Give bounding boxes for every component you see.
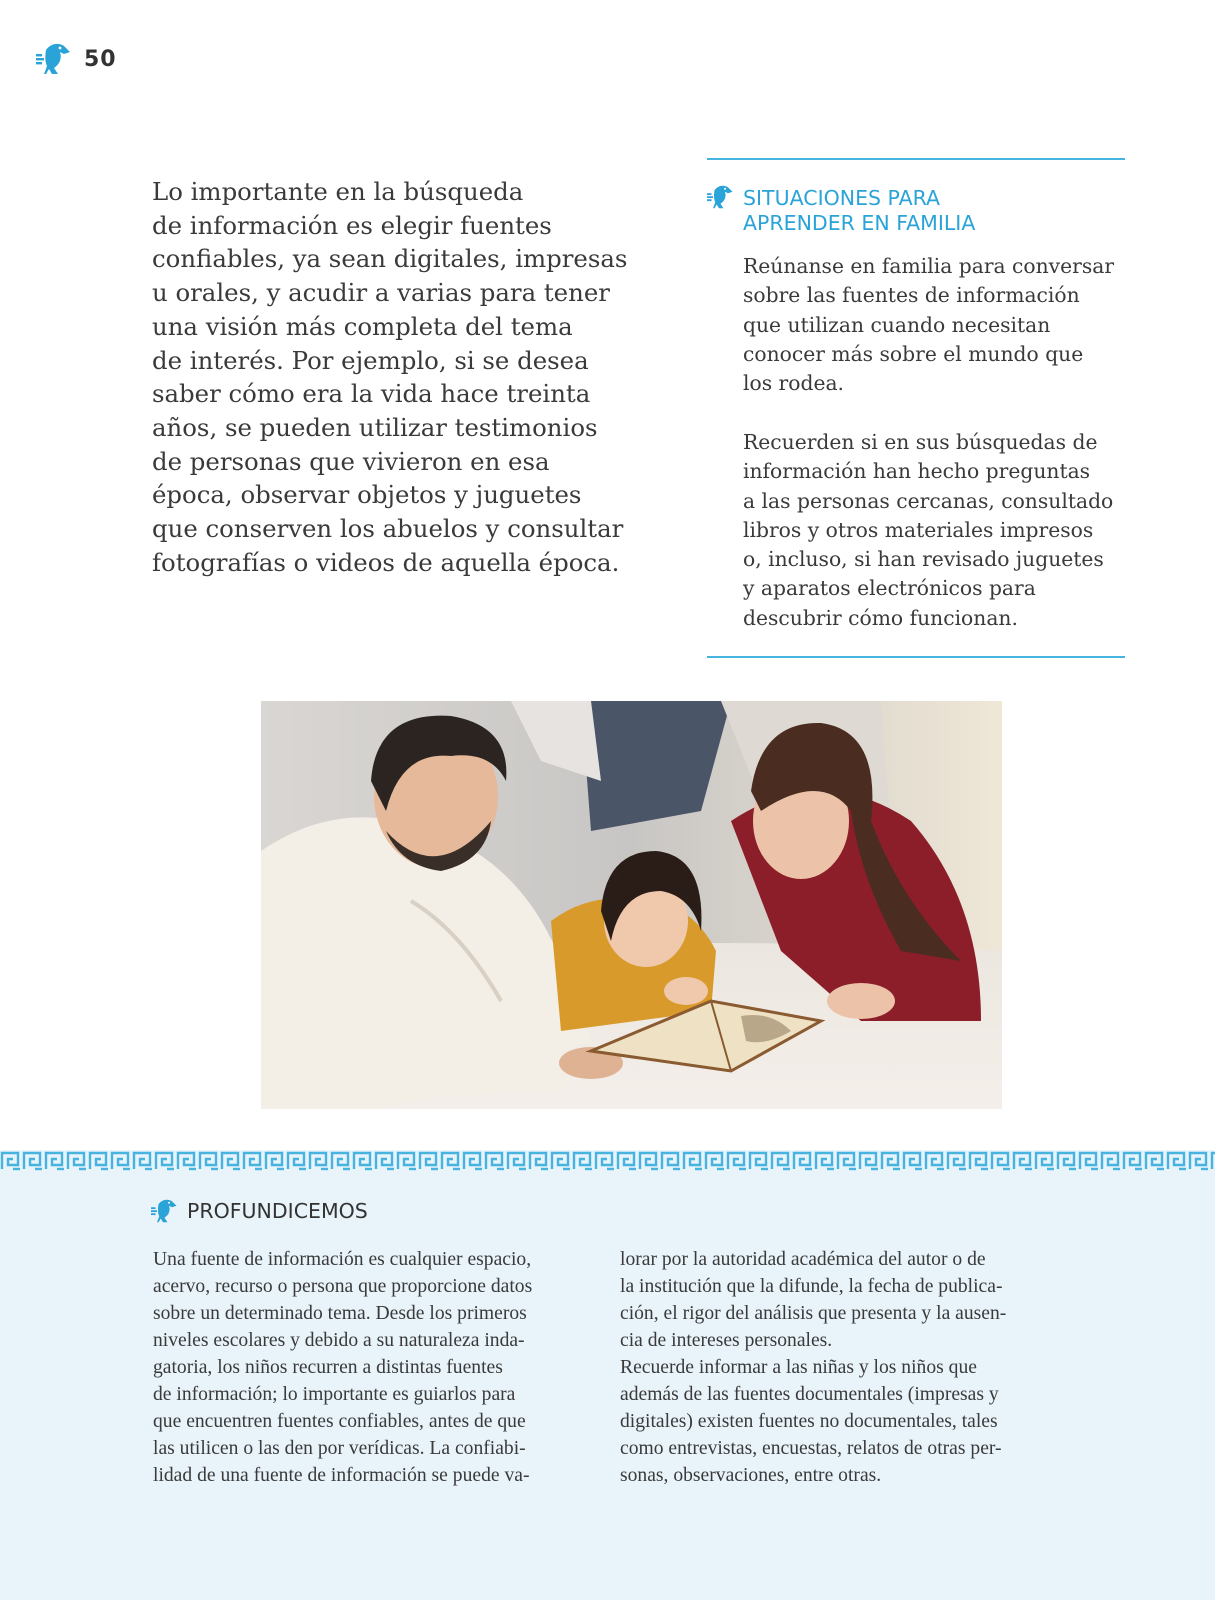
profundicemos-column-left: Una fuente de información es cualquier espacio, acervo, recurso o persona que proporcione datos sobre un determinado tema. Desde los primeros niveles escolares y debido a su naturaleza inda- gatoria, los niños recurren a distintas fuentes de información; lo importante es guiarlos para que encuentren fuentes confiables, antes de que las utilicen o las den por verídicas. La confiabi- lidad de una fuente de información se puede va- [153, 1249, 533, 1486]
meander-border [0, 1150, 1215, 1172]
profundicemos-panel [0, 1172, 1215, 1600]
section-logo-icon [36, 42, 76, 76]
intro-paragraph: Lo importante en la búsqueda de información es elegir fuentes confiables, ya sean digitales, impresas u orales, y acudir a varias para tener una visión más completa del tema de interés. Por ejemplo, si se desea saber cómo era la vida hace treinta años, se pueden utilizar testimonios de personas que vivieron en esa época, observar objetos y juguetes que conserven los abuelos y consultar fotografías o videos de aquella época. [152, 177, 628, 577]
section-logo-icon [707, 184, 737, 210]
profundicemos-title: PROFUNDICEMOS [187, 1199, 368, 1223]
family-reading-photo [261, 701, 1002, 1109]
family-situations-box [707, 158, 1125, 658]
section-logo-icon [151, 1198, 181, 1224]
family-box-heading [707, 184, 975, 236]
profundicemos-heading [151, 1198, 368, 1224]
page-header [36, 42, 117, 76]
family-box-paragraph-1: Reúnanse en familia para conversar sobre las fuentes de información que utilizan cuando necesitan conocer más sobre el mundo que los rodea. [743, 254, 1115, 396]
page-number: 50 [84, 46, 117, 72]
profundicemos-column-right: lorar por la autoridad académica del autor o de la institución que la difunde, la fecha de publica- ción, el rigor del análisis que presenta y la ausen- cia de intereses personales. Recuerde informar a las niñas y los niños que además de las fuentes documentales (impresas y digitales) existen fuentes no documentales, tales como entrevistas, encuestas, relatos de otras per- sonas, observaciones, entre otras. [620, 1249, 1007, 1486]
family-box-paragraph-2: Recuerden si en sus búsquedas de información han hecho preguntas a las personas cercanas, consultado libros y otros materiales impresos o, incluso, si han revisado juguetes y aparatos electrónicos para descubrir cómo funcionan. [743, 430, 1114, 630]
family-box-title: SITUACIONES PARA APRENDER EN FAMILIA [743, 186, 976, 235]
